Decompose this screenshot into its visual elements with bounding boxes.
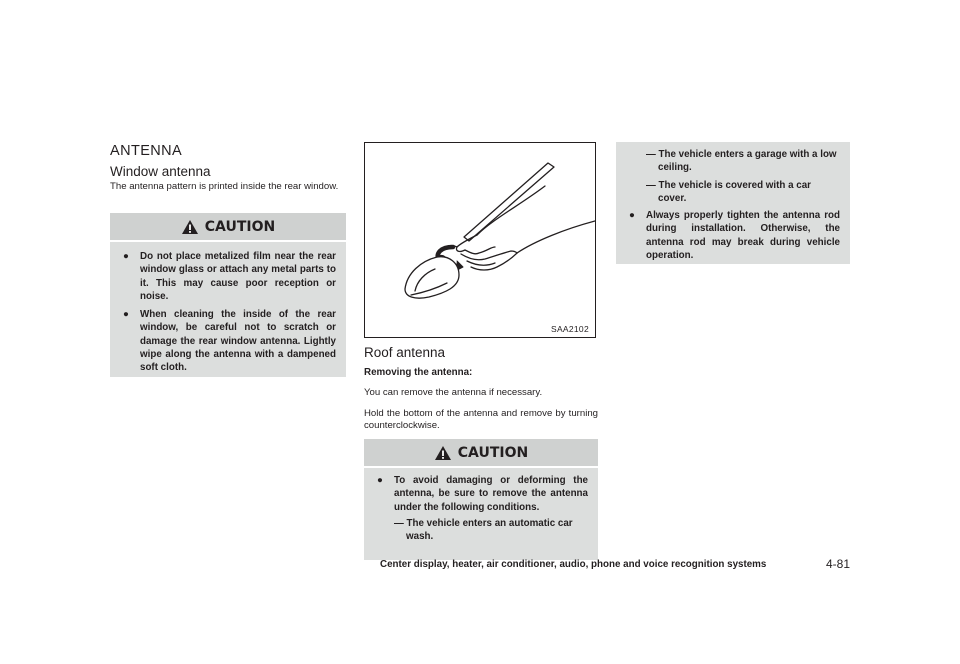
removing-antenna-heading: Removing the antenna: <box>364 367 473 378</box>
caution-header <box>110 213 346 242</box>
page-number: 4-81 <box>826 557 851 571</box>
caution-bullet: ● Always properly tighten the antenna rod during installation. Otherwise, the antenna rod may break during vehicle operation. <box>629 210 840 262</box>
condition-item: — The vehicle is covered with a car cover. <box>646 179 811 204</box>
roof-antenna-para2: Hold the bottom of the antenna and remove by turning counterclockwise. <box>364 408 598 431</box>
roof-antenna-title: Roof antenna <box>364 345 446 360</box>
condition-item: — The vehicle enters a garage with a low ceiling. <box>646 149 837 174</box>
warning-triangle-icon <box>181 219 199 235</box>
condition-item: — The vehicle enters an automatic car wash. <box>394 517 573 543</box>
caution-body-continued <box>616 142 850 262</box>
window-antenna-title: Window antenna <box>110 164 211 179</box>
section-title: ANTENNA <box>110 143 183 159</box>
caution-label: CAUTION <box>204 218 276 235</box>
caution-box-continued <box>616 142 850 264</box>
caution-body <box>364 468 598 543</box>
caution-bullet: ● Do not place metalized film near the rear window glass or attach any metal parts to it. This may cause poor reception or noise. <box>123 251 336 302</box>
caution-bullet: ● When cleaning the inside of the rear window, be careful not to scratch or damage the rear window antenna. Lightly wipe along the antenna with a dampened soft cloth. <box>123 309 336 374</box>
caution-label: CAUTION <box>457 444 529 461</box>
caution-body <box>110 242 346 375</box>
hand-removing-antenna-illustration <box>365 143 595 337</box>
caution-header <box>364 439 598 468</box>
caution-box-window <box>110 213 346 377</box>
antenna-removal-illustration <box>364 142 596 338</box>
figure-id: SAA2102 <box>550 324 589 334</box>
footer-chapter-title: Center display, heater, air conditioner, audio, phone and voice recognition systems <box>380 559 767 570</box>
warning-triangle-icon <box>434 445 452 461</box>
caution-box-roof <box>364 439 598 560</box>
caution-bullet: ● To avoid damaging or deforming the antenna, be sure to remove the antenna under the following conditions. <box>377 475 588 513</box>
roof-antenna-para1: You can remove the antenna if necessary. <box>364 387 543 398</box>
window-antenna-intro: The antenna pattern is printed inside the rear window. <box>110 181 339 192</box>
